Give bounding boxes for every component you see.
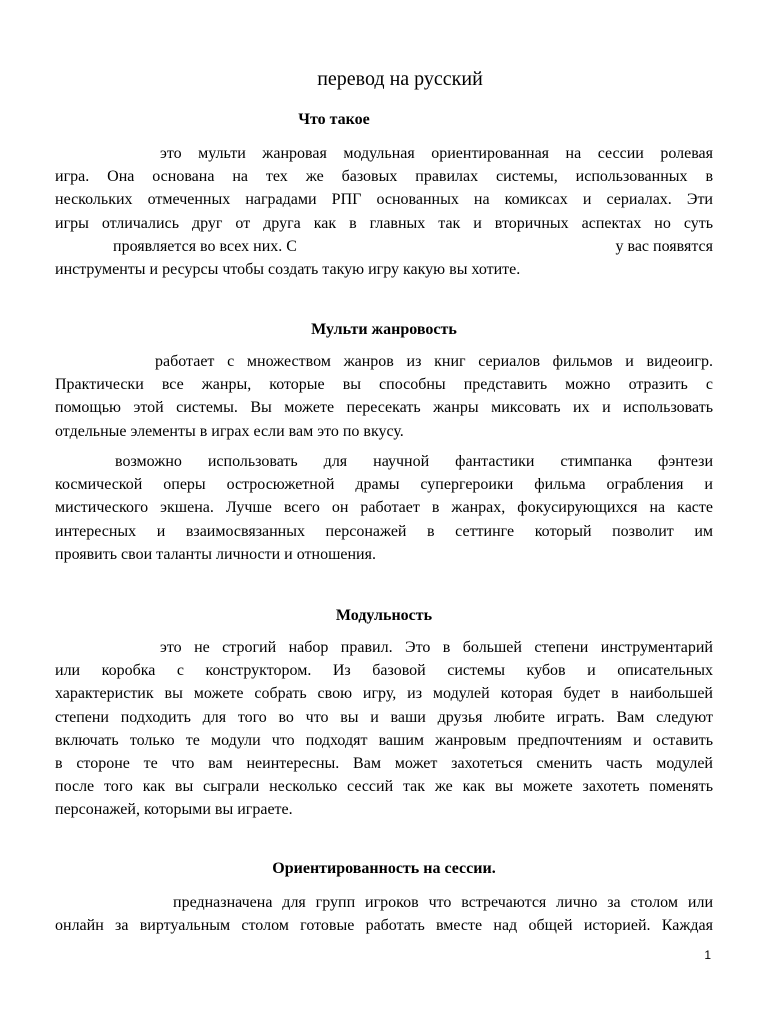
text-line: работает с множеством жанров из книг сериалов фильмов и видеоигр. [155, 353, 713, 370]
text-line: включать только те модули что подходят вашим жанровым предпочтениям и оставить [55, 731, 713, 749]
section-heading-modularity: Модульность [335, 607, 433, 624]
paragraph-multi-genre-1 [55, 350, 713, 443]
text-line: мистического экшена. Лучше всего он работает в жанрах, фокусирующихся на касте [55, 499, 713, 517]
text-line: нескольких отмеченных наградами РПГ основанных на комиксах и сериалах. Эти [55, 191, 713, 209]
text-line: проявить свои таланты личности и отношения. [55, 545, 376, 563]
text-line: игра. Она основана на тех же базовых правилах системы, использованных в [55, 168, 713, 186]
page-number: 1 [704, 948, 711, 962]
text-line: или коробка с конструктором. Из базовой системы кубов и описательных [55, 662, 713, 680]
text-line: в стороне те что вам неинтересны. Вам может захотеться сменить часть модулей [55, 754, 713, 772]
section-heading-session-oriented: Ориентированность на сессии. [272, 860, 496, 877]
text-line: Практически все жанры, которые вы способны представить можно отразить с [55, 376, 713, 394]
text-line: помощью этой системы. Вы можете пересекать жанры миксовать их и использовать [55, 399, 713, 417]
text-line: предназначена для групп игроков что встречаются лично за столом или [173, 894, 713, 911]
text-line: характеристик вы можете собрать свою игру, из модулей которая будет в наибольшей [55, 685, 713, 703]
text-line: интересных и взаимосвязанных персонажей в сеттинге который позволит им [55, 522, 713, 540]
text-line: это мульти жанровая модульная ориентированная на сессии ролевая [160, 145, 713, 162]
text-line-split [55, 235, 713, 258]
text-line: инструменты и ресурсы чтобы создать такую игру какую вы хотите. [55, 260, 521, 278]
paragraph-multi-genre-2 [55, 450, 713, 566]
text-line: игры отличались друг от друга как в главных так и вторичных аспектах но суть [55, 214, 713, 232]
text-line: отдельные элементы в играх если вам это по вкусу. [55, 422, 404, 440]
paragraph-intro [55, 142, 713, 281]
text-line: после того как вы сыграли несколько сессий так же как вы можете захотеть поменять [55, 778, 713, 796]
text-line: возможно использовать для научной фантастики стимпанка фэнтези [115, 453, 713, 470]
page-title: перевод на русский [317, 68, 483, 90]
paragraph-modularity [55, 636, 713, 822]
section-heading-multi-genre: Мульти жанровость [311, 321, 457, 338]
text-line: космической оперы остросюжетной драмы супергероики фильма ограбления и [55, 476, 713, 494]
text-line: онлайн за виртуальным столом готовые работать вместе над общей историей. Каждая [55, 917, 713, 935]
text-line: степени подходить для того во что вы и ваши друзья любите играть. Вам следуют [55, 708, 713, 726]
paragraph-session-oriented [55, 891, 713, 937]
text-line-right-part: у вас появятся [615, 237, 713, 255]
text-line: персонажей, которыми вы играете. [55, 801, 293, 819]
text-line-left-part: проявляется во всех них. С [113, 237, 297, 255]
section-heading-what-is: Что такое [298, 111, 370, 128]
text-line: это не строгий набор правил. Это в большей степени инструментарий [160, 639, 713, 656]
